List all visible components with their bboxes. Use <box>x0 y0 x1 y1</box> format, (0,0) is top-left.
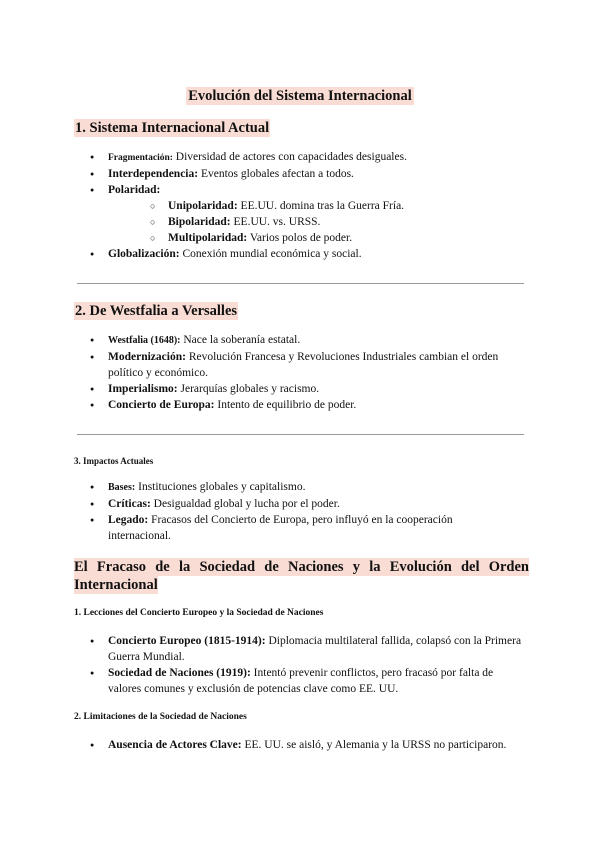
section-1-heading: 1. Sistema Internacional Actual <box>75 120 270 136</box>
divider <box>77 283 524 284</box>
section-4-sub-2-list <box>74 737 534 753</box>
list-item: ● Concierto Europeo (1815-1914): Diplomacia multilateral fallida, colapsó con la Primera Guerra Mundial. <box>74 633 529 665</box>
list-item: ● Modernización: Revolución Francesa y Revoluciones Industriales cambian el orden político y económico. <box>74 349 529 381</box>
section-4-sub-1-list <box>74 633 529 697</box>
sub-list-item: ○ Unipolaridad: EE.UU. domina tras la Guerra Fría. <box>108 198 534 214</box>
list-item: ● Polaridad: ○ Unipolaridad: EE.UU. domina tras la Guerra Fría. ○ Bipolaridad: EE.UU. vs. URSS. ○ Multipolaridad: Varios polos de poder. <box>74 182 534 246</box>
list-item: ● Concierto de Europa: Intento de equilibrio de poder. <box>74 397 529 413</box>
document-title <box>0 87 600 105</box>
sub-list-item: ○ Multipolaridad: Varios polos de poder. <box>108 230 534 246</box>
divider <box>77 434 524 435</box>
list-item: ● Ausencia de Actores Clave: EE. UU. se aisló, y Alemania y la URSS no participaron. <box>74 737 534 753</box>
sub-list-item: ○ Bipolaridad: EE.UU. vs. URSS. <box>108 214 534 230</box>
polaridad-sublist <box>108 198 534 246</box>
list-item: ● Sociedad de Naciones (1919): Intentó prevenir conflictos, pero fracasó por falta de valores comunes y exclusión de potencias clave como EE. UU. <box>74 665 529 697</box>
list-item: ● Imperialismo: Jerarquías globales y racismo. <box>74 381 529 397</box>
section-1-list <box>74 149 534 262</box>
section-4-sub-2-heading: 2. Limitaciones de la Sociedad de Naciones <box>74 712 247 722</box>
list-item: ● Críticas: Desigualdad global y lucha por el poder. <box>74 496 494 512</box>
section-4-sub-1-heading: 1. Lecciones del Concierto Europeo y la Sociedad de Naciones <box>74 608 324 618</box>
section-4-heading: El Fracaso de la Sociedad de Naciones y la Evolución del Orden Internacional <box>74 559 529 593</box>
list-item: ● Westfalia (1648): Nace la soberanía estatal. <box>74 332 529 349</box>
section-3-list <box>74 479 494 544</box>
list-item: ● Fragmentación: Diversidad de actores con capacidades desiguales. <box>74 149 534 166</box>
list-item: ● Bases: Instituciones globales y capitalismo. <box>74 479 494 496</box>
list-item: ● Interdependencia: Eventos globales afectan a todos. <box>74 166 534 182</box>
section-2-list <box>74 332 529 413</box>
section-2-heading: 2. De Westfalia a Versalles <box>75 303 238 319</box>
section-3-heading: 3. Impactos Actuales <box>74 456 154 466</box>
document-title-text: Evolución del Sistema Internacional <box>188 88 412 104</box>
list-item: ● Legado: Fracasos del Concierto de Europa, pero influyó en la cooperación internacional. <box>74 512 494 544</box>
list-item: ● Globalización: Conexión mundial económica y social. <box>74 246 534 262</box>
